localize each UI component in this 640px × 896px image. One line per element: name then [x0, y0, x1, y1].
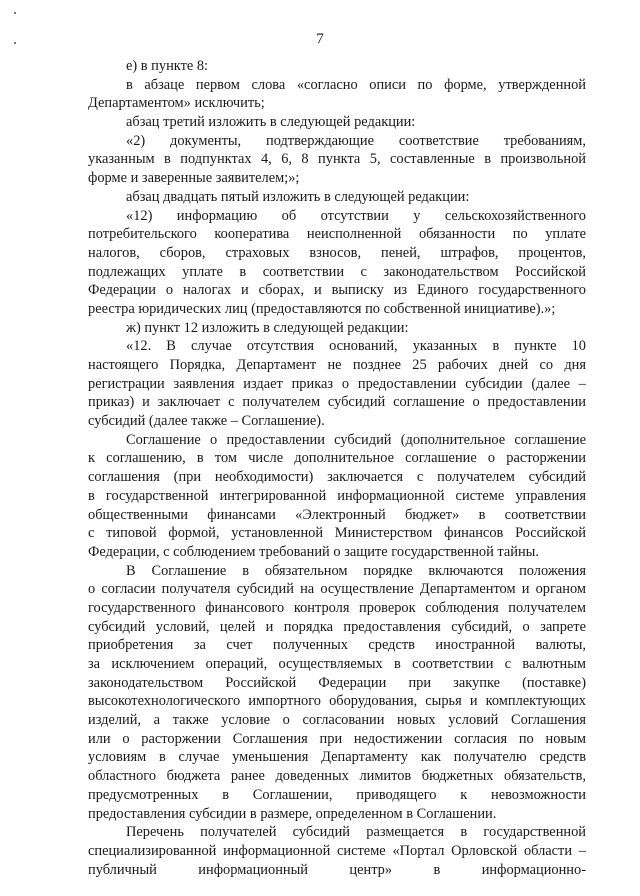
text-line: «12. В случае отсутствия оснований, указанных в пункте 10 — [126, 338, 586, 355]
text-line: высокотехнологического импортного оборудования, сырья и комплектующих — [88, 693, 586, 710]
text-line: форме и заверенные заявителем;»; — [88, 170, 300, 187]
text-line: потребительского кооператива неисполненной обязанности по уплате — [88, 226, 586, 243]
text-line: «2) документы, подтверждающие соответствие требованиям, — [126, 132, 586, 149]
text-line: соглашения (при необходимости) заключается с получателем субсидий — [88, 469, 586, 486]
text-line: Федерации о налогах и сборах, и выписку из Единого государственного — [88, 282, 586, 299]
text-line: изделий, а также условие о согласовании новых условий Соглашения — [88, 712, 586, 729]
page-number: 7 — [316, 31, 324, 47]
text-line: приказ) и заключает с получателем субсидий соглашение о предоставлении — [88, 394, 586, 411]
text-line: налогов, сборов, страховых взносов, пеней, штрафов, процентов, — [88, 244, 586, 261]
text-line: Перечень получателей субсидий размещается в государственной — [126, 824, 586, 841]
text-line: указанным в подпунктах 4, 6, 8 пункта 5, составленные в произвольной — [88, 151, 586, 168]
text-line: к соглашению, в том числе дополнительное соглашение о расторжении — [88, 450, 586, 467]
text-line: областного бюджета ранее доведенных лимитов бюджетных обязательств, — [88, 768, 586, 785]
text-line: государственного финансового контроля проверок соблюдения получателем — [88, 599, 586, 616]
text-line: е) в пункте 8: — [126, 58, 209, 74]
text-line: В Соглашение в обязательном порядке включаются положения — [126, 562, 586, 579]
text-line: приобретения за счет полученных средств иностранной валюты, — [88, 637, 586, 654]
text-line: предоставления субсидии в размере, определенном в Соглашении. — [88, 805, 497, 822]
text-line: настоящего Порядка, Департамент не позднее 25 рабочих дней со дня — [88, 357, 586, 373]
text-line: в абзаце первом слова «согласно описи по форме, утвержденной — [126, 76, 586, 93]
text-line: ж) пункт 12 изложить в следующей редакции: — [126, 319, 409, 336]
text-line: абзац двадцать пятый изложить в следующей редакции: — [126, 188, 470, 205]
document-body — [88, 57, 586, 879]
text-line: предусмотренных в Соглашении, приводящего к невозможности — [88, 786, 586, 803]
text-line: регистрации заявления издает приказ о предоставлении субсидии (далее – — [88, 375, 586, 392]
text-line: законодательством Российской Федерации при закупке (поставке) — [88, 674, 586, 691]
text-line: с типовой формой, установленной Министерством финансов Российской — [88, 525, 586, 542]
text-line: субсидий (далее также – Соглашение). — [88, 413, 325, 430]
text-line: реестра юридических лиц (предоставляются по собственной инициативе).»; — [88, 300, 556, 317]
text-line: абзац третий изложить в следующей редакции: — [126, 114, 416, 131]
text-line: подлежащих уплате в соответствии с законодательством Российской — [88, 263, 586, 280]
text-line: Департаментом» исключить; — [88, 95, 265, 112]
text-line: за исключением операций, осуществляемых в соответствии с валютным — [88, 656, 586, 672]
scan-speck-top — [14, 12, 16, 14]
text-line: субсидий условий, целей и порядка предоставления субсидий, о запрете — [88, 618, 586, 635]
text-line: публичный информационный центр» в информационно- — [88, 861, 586, 878]
text-line: условиям в случае уменьшения Департаменту как получателю средств — [88, 749, 586, 766]
text-line: специализированной информационной системе «Портал Орловской области – — [88, 842, 586, 859]
text-line: в государственной интегрированной информационной системе управления — [88, 487, 586, 504]
text-line: Федерации, с соблюдением требований о защите государственной тайны. — [88, 543, 539, 560]
text-line: или о расторжении Соглашения при недостижении согласия по новым — [88, 730, 586, 747]
text-line: «12) информацию об отсутствии у сельскохозяйственного — [126, 207, 586, 224]
text-line: Соглашение о предоставлении субсидий (дополнительное соглашение — [126, 431, 586, 448]
text-line: общественными финансами «Электронный бюджет» в соответствии — [88, 506, 586, 523]
text-line: о согласии получателя субсидий на осуществление Департаментом и органом — [88, 581, 586, 598]
